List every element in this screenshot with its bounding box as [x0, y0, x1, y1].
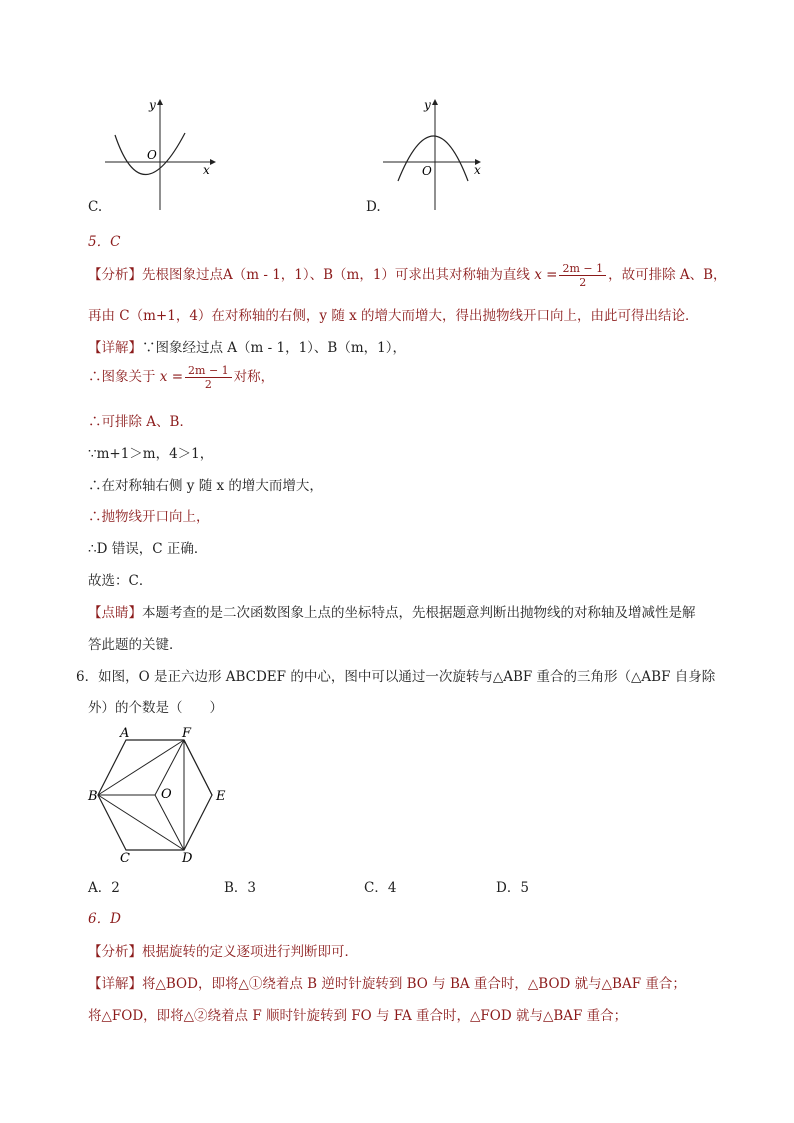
segment-do [155, 795, 184, 850]
q5-detail-line1 [88, 336, 406, 356]
q5-detail-line2 [88, 364, 274, 391]
segment-fe [184, 740, 212, 795]
q6-option-b: B．3 [224, 880, 257, 896]
q5-detail-line3: ∴可排除 A、B． [88, 414, 193, 430]
label-b: B [88, 789, 98, 804]
graph-d-parabola [398, 136, 468, 181]
segment-bd [98, 795, 184, 850]
q5-fraction [559, 262, 606, 289]
graph-c-y-label: y [149, 98, 156, 112]
q6-option-a: A．2 [88, 880, 120, 896]
q5-detail-tag: 【详解】 [88, 340, 142, 356]
q5-detail-fraction [185, 364, 232, 391]
option-d-label: D. [366, 199, 381, 215]
label-o: O [161, 787, 172, 802]
q5-detail-line4: ∵m+1＞m，4＞1， [88, 446, 214, 462]
graph-d-y-arrow [432, 99, 438, 105]
q5-comment-1: 本题考查的是二次函数图象上点的坐标特点，先根据题意判断出抛物线的对称轴及增减性是解 [142, 605, 696, 621]
q6-detail-line1 [88, 972, 686, 992]
q5-analysis-line2: 再由 C（m+1，4）在对称轴的右侧，y 随 x 的增大而增大，得出抛物线开口向上，由此可得出结论． [88, 308, 699, 324]
q5-detail-x-eq: x = [159, 369, 184, 385]
q5-comment-tag: 【点睛】 [88, 605, 142, 621]
q5-choice: 故选：C． [88, 573, 153, 589]
q6-option-c: C．4 [364, 880, 397, 896]
graph-d-x-label: x [474, 163, 481, 177]
graph-c-x-label: x [203, 163, 210, 177]
q5-detail-fraction-num: 2m − 1 [185, 364, 232, 378]
q6-analysis: 根据旋转的定义逐项进行判断即可． [142, 944, 358, 960]
q5-detail-line6: ∴抛物线开口向上， [88, 509, 210, 525]
q6-question-line1: 6．如图，O 是正六边形 ABCDEF 的中心，图中可以通过一次旋转与△ABF 重合的三角形（△ABF 自身除 [76, 669, 716, 685]
q5-detail-2a: ∴图象关于 [88, 369, 156, 385]
q5-detail-line5: ∴在对称轴右侧 y 随 x 的增大而增大， [88, 478, 323, 494]
graph-d-origin-label: O [422, 164, 432, 178]
q6-detail-line2: 将△FOD，即将△②绕着点 F 顺时针旋转到 FO 与 FA 重合时，△FOD 就与△BAF 重合； [88, 1008, 628, 1024]
q5-fraction-den: 2 [579, 276, 587, 289]
label-d: D [182, 851, 193, 864]
q5-comment-line1 [88, 601, 696, 621]
q6-question-line2: 外）的个数是（ ） [88, 700, 223, 716]
q5-detail-fraction-den: 2 [204, 378, 212, 391]
graph-c [100, 95, 220, 215]
graph-d [378, 95, 498, 215]
graph-d-y-label: y [424, 98, 431, 112]
label-f: F [182, 726, 192, 741]
q5-answer: 5．C [88, 234, 121, 250]
q6-analysis-line [88, 940, 358, 960]
q5-detail-1: ∵图象经过点 A（m - 1，1）、B（m，1）， [142, 340, 406, 356]
graph-c-origin-label: O [147, 148, 157, 162]
q5-analysis-1b: A（m - 1，1）、B（m，1）可求出其对称轴为直线 [223, 267, 530, 283]
graph-c-x-arrow [210, 159, 216, 165]
q5-analysis-1c: ，故可排除 A、B， [608, 267, 727, 283]
q5-detail-2b: 对称， [233, 369, 275, 385]
q6-detail-1: 将△BOD，即将△①绕着点 B 逆时针旋转到 BO 与 BA 重合时，△BOD 就与△BAF 重合； [142, 976, 686, 992]
graph-c-y-arrow [157, 99, 163, 105]
q6-analysis-tag: 【分析】 [88, 944, 142, 960]
hexagon-figure [86, 724, 236, 864]
q5-analysis-1a: 先根图象过点 [142, 267, 223, 283]
option-c-label: C. [88, 199, 103, 215]
label-a: A [120, 726, 130, 741]
label-e: E [216, 789, 226, 804]
q5-analysis-tag: 【分析】 [88, 267, 142, 283]
q6-detail-tag: 【详解】 [88, 976, 142, 992]
q6-option-d: D．5 [496, 880, 529, 896]
label-c: C [120, 851, 130, 864]
q5-detail-line7: ∴D 错误，C 正确． [88, 541, 208, 557]
q5-x-eq: x = [534, 267, 558, 283]
q5-fraction-num: 2m − 1 [559, 262, 606, 276]
q5-analysis-line1 [88, 262, 727, 289]
q6-answer: 6．D [88, 911, 121, 927]
q5-comment-line2: 答此题的关键． [88, 637, 183, 653]
